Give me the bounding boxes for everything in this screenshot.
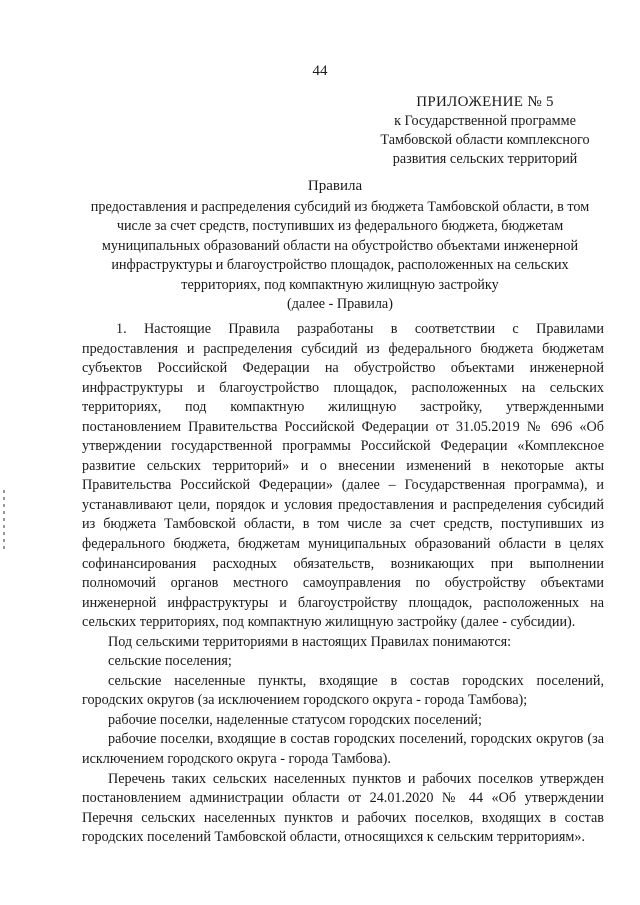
rules-abbrev: (далее - Правила) (287, 296, 393, 313)
appendix-line: развития сельских территорий (392, 151, 578, 167)
paragraph: сельские населенные пункты, входящие в состав городских поселений, городских округов (за исключением городского округа - города Тамбова); (82, 672, 604, 709)
page-number: 44 (312, 63, 328, 79)
paragraph: Под сельскими территориями в настоящих Правилах понимаются: (108, 633, 512, 650)
appendix-line: к Государственной программе (394, 113, 576, 129)
rules-title: Правила (307, 178, 363, 194)
paragraph: Перечень таких сельских населенных пунктов и рабочих поселков утвержден постановлением администрации области от 24.01.2020 № 44 «Об утверждении Перечня сельских населенных пунктов и рабочих поселков, входящих в состав городских поселений Тамбовской области, относящихся к сельским территориям». (82, 770, 604, 846)
paragraph: сельские поселения; (108, 653, 232, 670)
rules-subtitle: предоставления и распределения субсидий из бюджета Тамбовской области, в том числе за счет средств, поступивших из федерального бюджета, бюджетам муниципальных образований области на обустройство объектами инженерной инфраструктуры и благоустройство площадок, расположенных на сельских территориях, под компактную жилищную застройку (90, 199, 590, 293)
paragraph: рабочие поселки, наделенные статусом городских поселений; (108, 711, 482, 728)
rules-subtitle-block (80, 198, 600, 314)
document-body (82, 320, 604, 848)
appendix-title: ПРИЛОЖЕНИЕ № 5 (416, 94, 554, 110)
scan-margin-mark (3, 490, 5, 550)
appendix-line: Тамбовской области комплексного (380, 132, 590, 148)
appendix-header (360, 93, 610, 169)
paragraph: рабочие поселки, входящие в состав городских поселений, городских округов (за исключением городского округа - города Тамбова). (82, 731, 604, 768)
paragraph: 1. Настоящие Правила разработаны в соответствии с Правилами предоставления и распределения субсидий из федерального бюджета бюджетам субъектов Российской Федерации на обустройство объектами инженерной инфраструктуры и благоустройство площадок, расположенных на сельских территориях, под компактную жилищную застройку, утвержденными постановлением Правительства Российской Федерации от 31.05.2019 № 696 «Об утверждении государственной программы Российской Федерации «Комплексное развитие сельских территорий» и о внесении изменений в некоторые акты Правительства Российской Федерации» (далее – Государственная программа), и устанавливают цели, порядок и условия предоставления и распределения субсидий из бюджета Тамбовской области, в том числе за счет средств, поступивших из федерального бюджета, бюджетам муниципальных образований области в целях софинансирования расходных обязательств, возникающих при выполнении полномочий органов местного самоуправления по обустройству объектами инженерной инфраструктуры и благоустройству площадок, расположенных на сельских территориях, под компактную жилищную застройку (далее - субсидии). (82, 321, 604, 631)
